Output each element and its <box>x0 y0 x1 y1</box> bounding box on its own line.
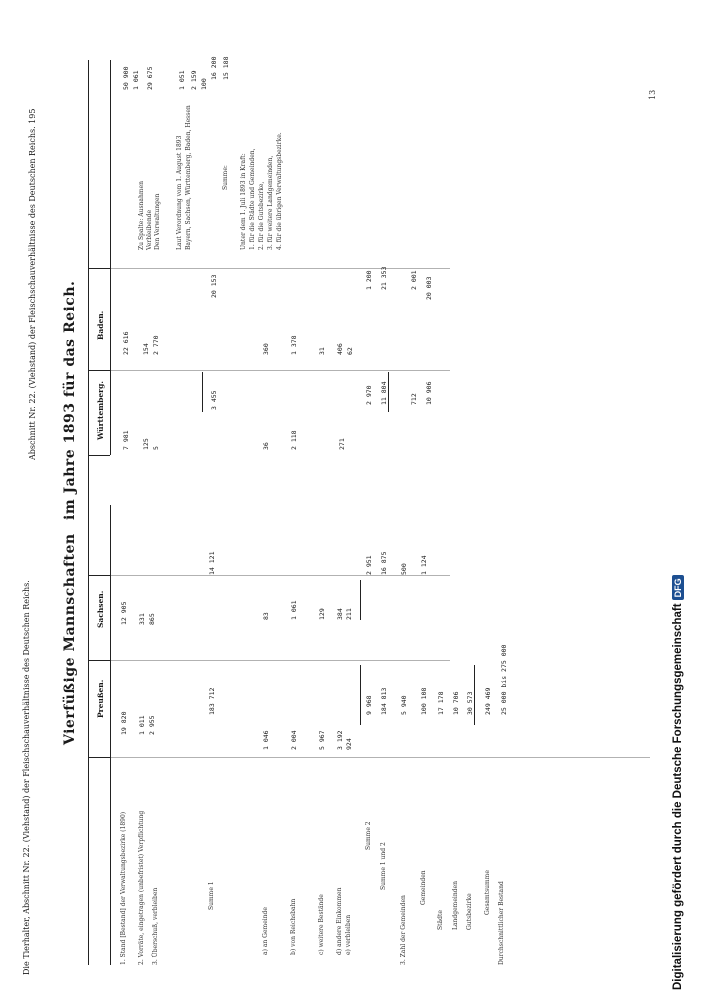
col-header-wuerttemberg: Württemberg. <box>96 381 105 440</box>
cell-sachsen: 1 124 <box>420 555 428 575</box>
cell-col3: 1 200 <box>365 270 373 290</box>
cell-sachsen: 211 <box>345 608 353 620</box>
note-line: 1. für die Städte und Gemeinden, <box>249 148 256 250</box>
sum-rule <box>360 580 361 620</box>
body-rule-1 <box>110 757 650 758</box>
row-label: Summe 2 <box>365 821 372 850</box>
far-number: 15 188 <box>222 56 230 80</box>
row-label: Summe 1 <box>208 881 215 910</box>
cell-sachsen: 2 951 <box>365 555 373 575</box>
cell-preussen: 9 968 <box>365 695 373 715</box>
note-line: Summe: <box>222 165 229 190</box>
col-divider-4 <box>88 455 110 456</box>
col-divider-5 <box>88 370 110 371</box>
row-label: e) verbleiben <box>345 914 352 955</box>
cell-baden: 406 <box>336 343 344 355</box>
note-line: Zu Spalte: Ausnahmen <box>138 181 145 250</box>
row-label: Gesamtsumme <box>484 870 491 915</box>
cell-preussen: 5 967 <box>318 730 326 750</box>
cell-col3: 20 003 <box>425 276 433 300</box>
row-label: 2. Vorräte, eingetragen (unbefristet) Verpflichtung <box>138 810 145 965</box>
cell-baden: 31 <box>318 347 326 355</box>
cell-preussen: 100 108 <box>420 687 428 715</box>
note-line: 4. für die übrigen Verwaltungsbezirke. <box>276 132 283 250</box>
row-label: Durchschnittlicher Bestand <box>498 881 505 965</box>
row-label: Summe 1 und 2 <box>380 842 387 890</box>
cell-preussen: 19 820 <box>120 711 128 735</box>
col-divider-2 <box>88 660 110 661</box>
cell-preussen: 25 000 bis 275 000 <box>500 644 508 715</box>
cell-wuerttemberg: 5 <box>152 446 160 450</box>
cell-preussen: 184 813 <box>380 687 388 715</box>
row-label: 3. Zahl der Gemeinden <box>400 895 407 965</box>
right-running-head: Abschnitt Nr. 22. (Viehstand) der Fleischschauverhältnisse des Deutschen Reichs. 195 <box>28 108 37 460</box>
sum-rule <box>474 665 475 725</box>
left-title: Vierfüßige Mannschaften <box>62 533 78 745</box>
cell-baden: 22 616 <box>122 331 130 355</box>
row-label: d) andere Einkommen <box>336 887 343 955</box>
sum-rule <box>360 665 361 725</box>
cell-sachsen: 16 875 <box>380 551 388 575</box>
body-rule-2 <box>110 660 450 661</box>
body-rule-3 <box>110 575 450 576</box>
row-label: 1. Stand [Bestand] der Verwaltungsbezirke (1890) <box>120 811 127 965</box>
cell-sachsen: 500 <box>400 563 408 575</box>
cell-preussen: 5 940 <box>400 695 408 715</box>
cell-baden: 1 378 <box>290 335 298 355</box>
far-number: 1 051 <box>178 70 186 90</box>
row-label: Landgemeinden <box>452 881 459 930</box>
col-header-preussen: Preußen. <box>96 679 105 718</box>
note-line: Den Verwaltungen <box>154 193 161 250</box>
cell-preussen: 30 573 <box>466 691 474 715</box>
cell-sachsen: 331 <box>138 613 146 625</box>
cell-sachsen: 14 121 <box>208 551 216 575</box>
note-line: Verbleibende <box>146 209 153 250</box>
left-running-head: Die Tierhalter, Abschnitt Nr. 22. (Viehstand) der Fleischschauverhältnisse des Deutschen Reichs. <box>22 580 31 975</box>
dfg-credit <box>672 575 684 990</box>
col-header-baden: Baden. <box>96 310 105 340</box>
cell-sachsen: 1 061 <box>290 600 298 620</box>
far-number: 50 900 <box>122 66 130 90</box>
cell-sachsen: 12 905 <box>120 601 128 625</box>
row-label: c) weitere Bestände <box>318 894 325 955</box>
col-divider-3 <box>88 575 110 576</box>
right-title: im Jahre 1893 für das Reich. <box>62 280 78 520</box>
cell-baden: 360 <box>262 343 270 355</box>
body-rule-5 <box>110 268 450 269</box>
cell-wuerttemberg: 271 <box>338 438 346 450</box>
cell-preussen: 924 <box>345 738 353 750</box>
cell-col3: 20 153 <box>210 274 218 298</box>
cell-sachsen: 865 <box>148 613 156 625</box>
cell-baden: 154 <box>142 343 150 355</box>
note-line: 3. für weitere Landgemeinden, <box>267 155 274 250</box>
cell-wuerttemberg: 125 <box>142 438 150 450</box>
table-top-rule <box>88 60 89 965</box>
dfg-credit-text: Digitalisierung gefördert durch die Deutsche Forschungsgemeinschaft <box>672 603 684 990</box>
page-number: 13 <box>648 89 657 100</box>
cell-wuerttemberg: 36 <box>262 442 270 450</box>
cell-preussen: 17 178 <box>437 691 445 715</box>
cell-preussen: 3 192 <box>336 730 344 750</box>
far-number: 100 <box>200 78 208 90</box>
cell-preussen: 10 706 <box>452 691 460 715</box>
note-line: Bayern, Sachsen, Württemberg, Baden, Hessen <box>185 105 192 250</box>
cell-preussen: 1 011 <box>138 715 146 735</box>
col-divider-6 <box>88 268 110 269</box>
cell-sachsen: 129 <box>318 608 326 620</box>
note-line: Laut Verordnung vom 1. August 1893 <box>176 135 183 250</box>
note-line: 2. für die Gutsbezirke, <box>258 181 265 250</box>
cell-preussen: 183 712 <box>208 687 216 715</box>
cell-col3: 21 353 <box>380 266 388 290</box>
cell-wuerttemberg: 10 906 <box>425 381 433 405</box>
col-divider-1 <box>88 757 110 758</box>
cell-sachsen: 83 <box>262 612 270 620</box>
sum-rule <box>388 372 389 412</box>
left-header-rule <box>110 505 111 965</box>
sum-rule <box>202 372 203 412</box>
cell-wuerttemberg: 2 970 <box>365 385 373 405</box>
cell-preussen: 1 046 <box>262 730 270 750</box>
note-line: Unter dem 1. Juli 1893 in Kraft: <box>240 153 247 250</box>
far-number: 2 159 <box>190 70 198 90</box>
cell-wuerttemberg: 2 118 <box>290 430 298 450</box>
cell-col3: 2 001 <box>410 270 418 290</box>
row-label: 3. Überschuß, verbleiben <box>152 887 159 965</box>
cell-preussen: 249 469 <box>484 687 492 715</box>
far-number: 29 675 <box>146 66 154 90</box>
cell-baden: 3 455 <box>210 390 218 410</box>
right-header-rule <box>110 60 111 455</box>
row-label: a) an Gemeinde <box>262 907 269 955</box>
cell-wuerttemberg: 11 804 <box>380 381 388 405</box>
cell-sachsen: 384 <box>336 608 344 620</box>
far-number: 16 200 <box>210 56 218 80</box>
far-number: 1 061 <box>132 70 140 90</box>
row-label: Gemeinden <box>420 870 427 905</box>
cell-preussen: 2 955 <box>148 715 156 735</box>
cell-baden: 62 <box>346 347 354 355</box>
row-label: Städte <box>437 910 444 930</box>
cell-preussen: 2 004 <box>290 730 298 750</box>
row-label: b) von Reichsbahn <box>290 898 297 955</box>
row-label: Gutsbezirke <box>466 893 473 930</box>
body-rule-4 <box>110 370 450 371</box>
dfg-logo: DFG <box>672 575 684 600</box>
cell-wuerttemberg: 7 981 <box>122 430 130 450</box>
cell-wuerttemberg: 712 <box>410 393 418 405</box>
cell-baden: 2 770 <box>152 335 160 355</box>
col-header-sachsen: Sachsen. <box>96 590 105 628</box>
